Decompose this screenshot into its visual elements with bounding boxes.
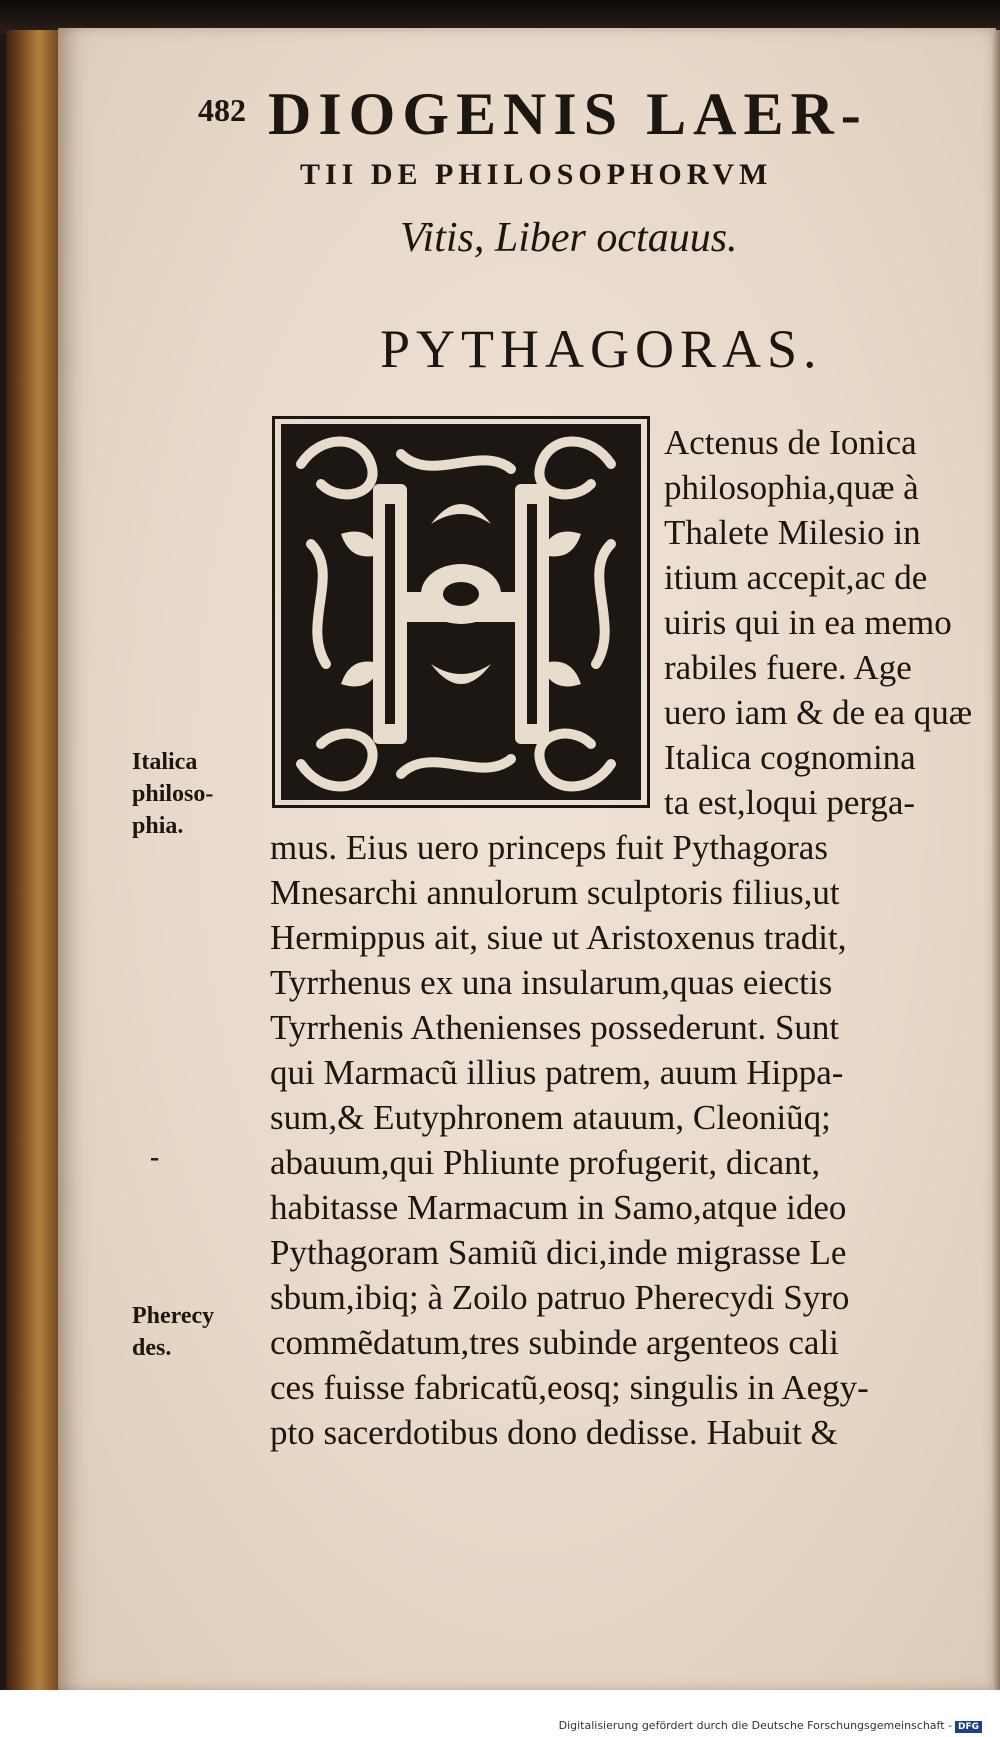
marginal-note-italica: Italica philoso- phia. <box>132 749 214 839</box>
text-line: Pythagoram Samiũ dici,inde migrasse Le <box>270 1233 847 1272</box>
marginal-mark: - <box>150 1142 160 1173</box>
text-line: qui Marmacũ illius patrem, auum Hippa- <box>270 1053 844 1092</box>
text-line: Actenus de Ionica <box>664 423 917 462</box>
text-line: rabiles fuere. Age <box>664 648 912 687</box>
text-line: uero iam & de ea quæ <box>664 693 973 732</box>
text-line: philosophia,quæ à <box>664 468 919 507</box>
title-line-3: Vitis, Liber octauus. <box>400 215 738 261</box>
dfg-logo-icon: DFG <box>955 1721 982 1733</box>
text-line: commẽdatum,tres subinde argenteos cali <box>270 1323 839 1362</box>
text-line: Hermippus ait, siue ut Aristoxenus tradit, <box>270 918 847 957</box>
text-line: mus. Eius uero princeps fuit Pythagoras <box>270 828 828 867</box>
text-line: sum,& Eutyphronem atauum, Cleoniũq; <box>270 1098 831 1137</box>
text-line: itium accepit,ac de <box>664 558 928 597</box>
text-line: ta est,loqui perga- <box>664 783 916 822</box>
text-line: abauum,qui Phliunte profugerit, dicant, <box>270 1143 821 1182</box>
text-line: Tyrrhenus ex una insularum,quas eiectis <box>270 963 833 1002</box>
text-line: sbum,ibiq; à Zoilo patruo Pherecydi Syro <box>270 1278 850 1317</box>
marginal-note-pherecydes: Pherecy des. <box>132 1303 215 1361</box>
text-line: Tyrrhenis Athenienses possederunt. Sunt <box>270 1008 840 1047</box>
title-line-1: DIOGENIS LAER- <box>268 81 868 147</box>
text-line: ces fuisse fabricatũ,eosq; singulis in Aegy- <box>270 1368 869 1407</box>
digitization-credit <box>559 1719 982 1733</box>
text-line: Thalete Milesio in <box>664 513 921 552</box>
text-line: habitasse Marmacum in Samo,atque ideo <box>270 1188 847 1227</box>
title-line-2: TII DE PHILOSOPHORVM <box>300 158 773 191</box>
credit-text: Digitalisierung gefördert durch die Deutsche Forschungsgemeinschaft - <box>558 1719 952 1732</box>
text-line: Mnesarchi annulorum sculptoris filius,ut <box>270 873 840 912</box>
text-line: Italica cognomina <box>664 738 916 777</box>
text-line: uiris qui in ea memo <box>664 603 952 642</box>
text-line: pto sacerdotibus dono dedisse. Habuit & <box>270 1413 838 1452</box>
page-number: 482 <box>198 92 246 128</box>
chapter-heading: PYTHAGORAS. <box>380 319 823 379</box>
